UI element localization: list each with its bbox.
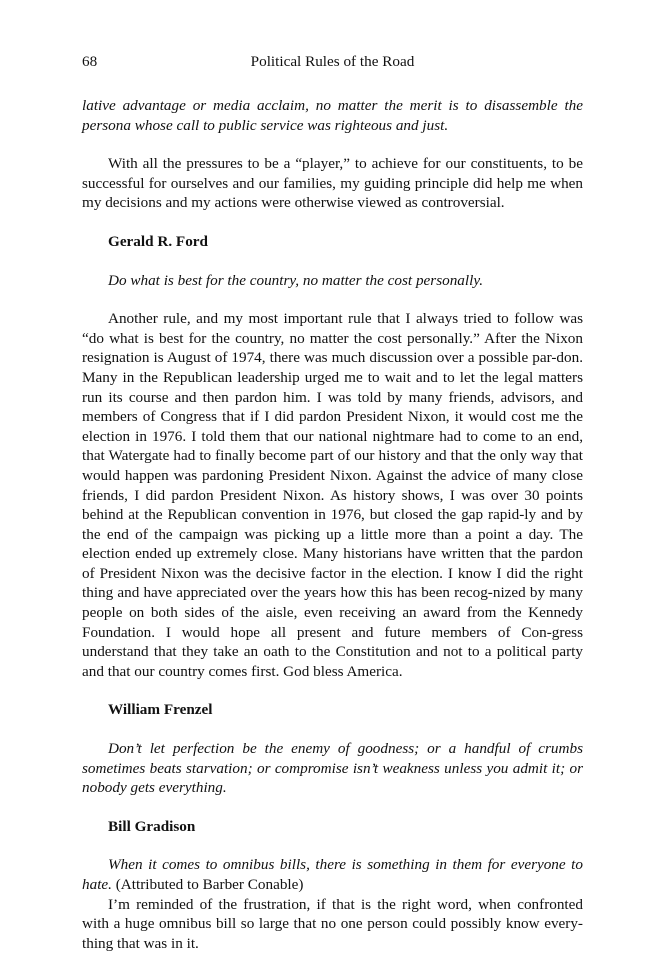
section-ford — [82, 232, 583, 681]
section-frenzel — [82, 700, 583, 797]
section-name: Gerald R. Ford — [108, 232, 208, 250]
running-title: Political Rules of the Road — [250, 53, 415, 70]
continued-quote: lative advantage or media acclaim, no matter the merit is to disassemble the persona whose call to public service was righteous and just. — [82, 97, 583, 134]
section-quote-block — [82, 855, 583, 894]
section-quote: Don’t let perfection be the enemy of goodness; or a handful of crumbs sometimes beats starvation; or compromise isn’t weakness unless you admit it; or nobody gets everything. — [82, 740, 583, 797]
quote-attribution: (Attributed to Barber Conable) — [111, 876, 304, 893]
intro-paragraph: With all the pressures to be a “player,” to achieve for our constituents, to be successful for ourselves and our families, my guiding principle did help me when my decisions and my actions were otherwise viewed as controversial. — [82, 155, 583, 212]
section-body: I’m reminded of the frustration, if that is the right word, when confronted with a huge omnibus bill so large that no one person could possibly know every-thing that was in it. — [82, 895, 583, 952]
section-name: William Frenzel — [108, 701, 213, 719]
page-header — [82, 52, 583, 72]
section-gradison — [82, 817, 583, 954]
page-number: 68 — [82, 53, 98, 70]
section-body: Another rule, and my most important rule that I always tried to follow was “do what is best for the country, no matter the cost personally.” After the Nixon resignation is August of 1974, there was much discussion over a possible par-don. Many in the Republican leadership urged me to wait and to let the legal matters run its course and then pardon him. I was told by many friends, advisors, and members of Congress that if I did pardon President Nixon, it would cost me the election in 1976. I told them that our national nightmare had to come to an end, that Watergate had to finally become part of our history and that the only way that would happen was pardoning President Nixon. Against the advice of many close friends, I did pardon President Nixon. As history shows, I was over 30 points behind at the Republican convention in 1976, but closed the gap rapid-ly and by the end of the campaign was picking up a little more than a point a day. The election ended up extremely close. Many historians have written that the pardon of President Nixon was the decisive factor in the election. I know I did the right thing and have appreciated over the years how this has been recog-nized by many people on both sides of the aisle, even receiving an award from the Kennedy Foundation. I would hope all present and future members of Con-gress understand that they take an oath to the Constitution and not to a political party and that our country comes first. God bless America. — [82, 310, 583, 680]
section-quote: When it comes to omnibus bills, there is something in them for everyone to hate. — [82, 856, 583, 893]
section-name: Bill Gradison — [108, 817, 196, 835]
section-quote: Do what is best for the country, no matter the cost personally. — [108, 271, 484, 289]
